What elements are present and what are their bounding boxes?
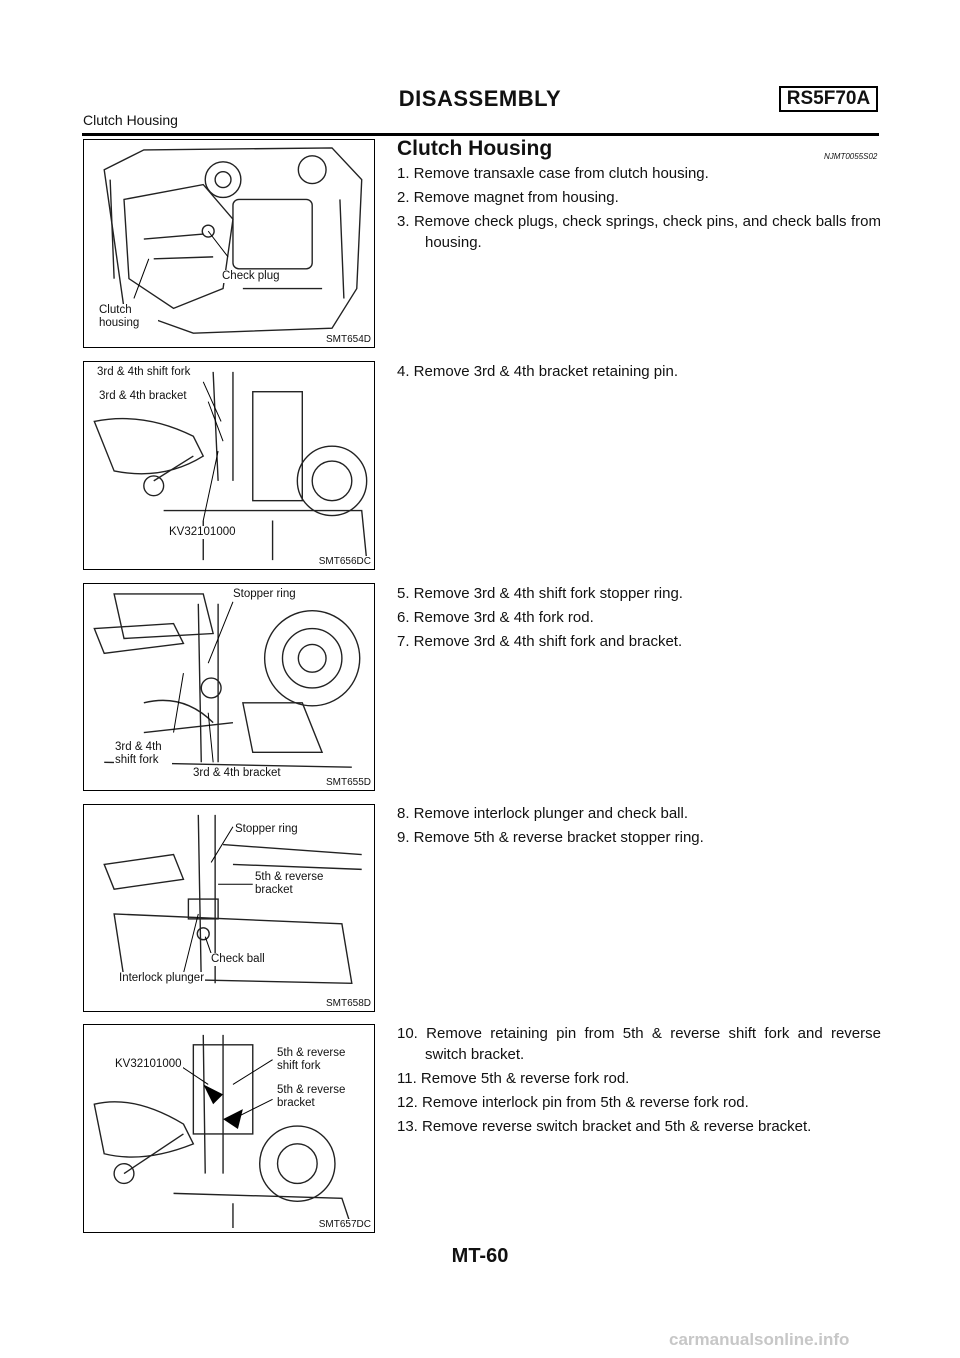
step-12: 12. Remove interlock pin from 5th & reverse fork rod. xyxy=(397,1094,749,1111)
step-2: 2. Remove magnet from housing. xyxy=(397,189,619,206)
step-13: 13. Remove reverse switch bracket and 5th & reverse bracket. xyxy=(397,1118,812,1135)
page-header-title: DISASSEMBLY xyxy=(398,86,562,111)
page-header-subtitle: Clutch Housing xyxy=(83,112,178,128)
step-6: 6. Remove 3rd & 4th fork rod. xyxy=(397,609,594,626)
label-stopper-ring: Stopper ring xyxy=(233,588,296,600)
watermark: carmanualsonline.info xyxy=(669,1330,850,1349)
label-stopper-ring: Stopper ring xyxy=(235,823,298,835)
label-5th-reverse-bracket: 5th & reverse bracket xyxy=(254,871,326,897)
label-3rd-4th-shift-fork: 3rd & 4th shift fork xyxy=(114,741,172,767)
page-number: MT-60 xyxy=(451,1245,509,1267)
figure-code: SMT657DC xyxy=(318,1219,371,1230)
label-special-tool: KV32101000 xyxy=(115,1058,182,1070)
figure-code: SMT655D xyxy=(325,777,371,788)
figure-code: SMT656DC xyxy=(318,556,371,567)
label-3rd-4th-bracket: 3rd & 4th bracket xyxy=(99,390,187,402)
label-check-plug: Check plug xyxy=(222,270,280,282)
model-badge: RS5F70A xyxy=(779,86,878,112)
figure-3rd-4th-bracket xyxy=(83,361,375,570)
section-title: Clutch Housing xyxy=(397,137,553,160)
label-3rd-4th-shift-fork: 3rd & 4th shift fork xyxy=(97,366,191,378)
figure-code: SMT654D xyxy=(325,334,371,345)
step-5: 5. Remove 3rd & 4th shift fork stopper ring. xyxy=(397,585,683,602)
figure-5th-reverse-fork xyxy=(83,1024,375,1233)
label-check-ball: Check ball xyxy=(211,953,265,965)
figure-stopper-ring xyxy=(83,583,375,791)
step-8: 8. Remove interlock plunger and check ball. xyxy=(397,805,688,822)
step-7: 7. Remove 3rd & 4th shift fork and bracket. xyxy=(397,633,683,650)
step-3: 3. Remove check plugs, check springs, check pins, and check balls from housing. xyxy=(397,213,881,251)
step-10: 10. Remove retaining pin from 5th & reverse shift fork and reverse switch bracket. xyxy=(397,1025,881,1063)
label-5th-reverse-bracket: 5th & reverse bracket xyxy=(276,1084,358,1110)
figure-clutch-housing xyxy=(83,139,375,348)
label-special-tool: KV32101000 xyxy=(169,526,236,538)
figure-code: SMT658D xyxy=(325,998,371,1009)
label-interlock-plunger: Interlock plunger xyxy=(119,972,205,984)
step-9: 9. Remove 5th & reverse bracket stopper ring. xyxy=(397,829,704,846)
label-clutch-housing: Clutch housing xyxy=(98,304,158,330)
label-3rd-4th-bracket: 3rd & 4th bracket xyxy=(193,767,281,779)
step-4: 4. Remove 3rd & 4th bracket retaining pin. xyxy=(397,363,678,380)
step-1: 1. Remove transaxle case from clutch housing. xyxy=(397,165,709,182)
section-reference-code: NJMT0055S02 xyxy=(824,152,878,161)
figure-interlock-plunger xyxy=(83,804,375,1012)
header-divider xyxy=(82,133,879,136)
step-11: 11. Remove 5th & reverse fork rod. xyxy=(397,1070,630,1087)
label-5th-reverse-shift-fork: 5th & reverse shift fork xyxy=(276,1047,358,1073)
